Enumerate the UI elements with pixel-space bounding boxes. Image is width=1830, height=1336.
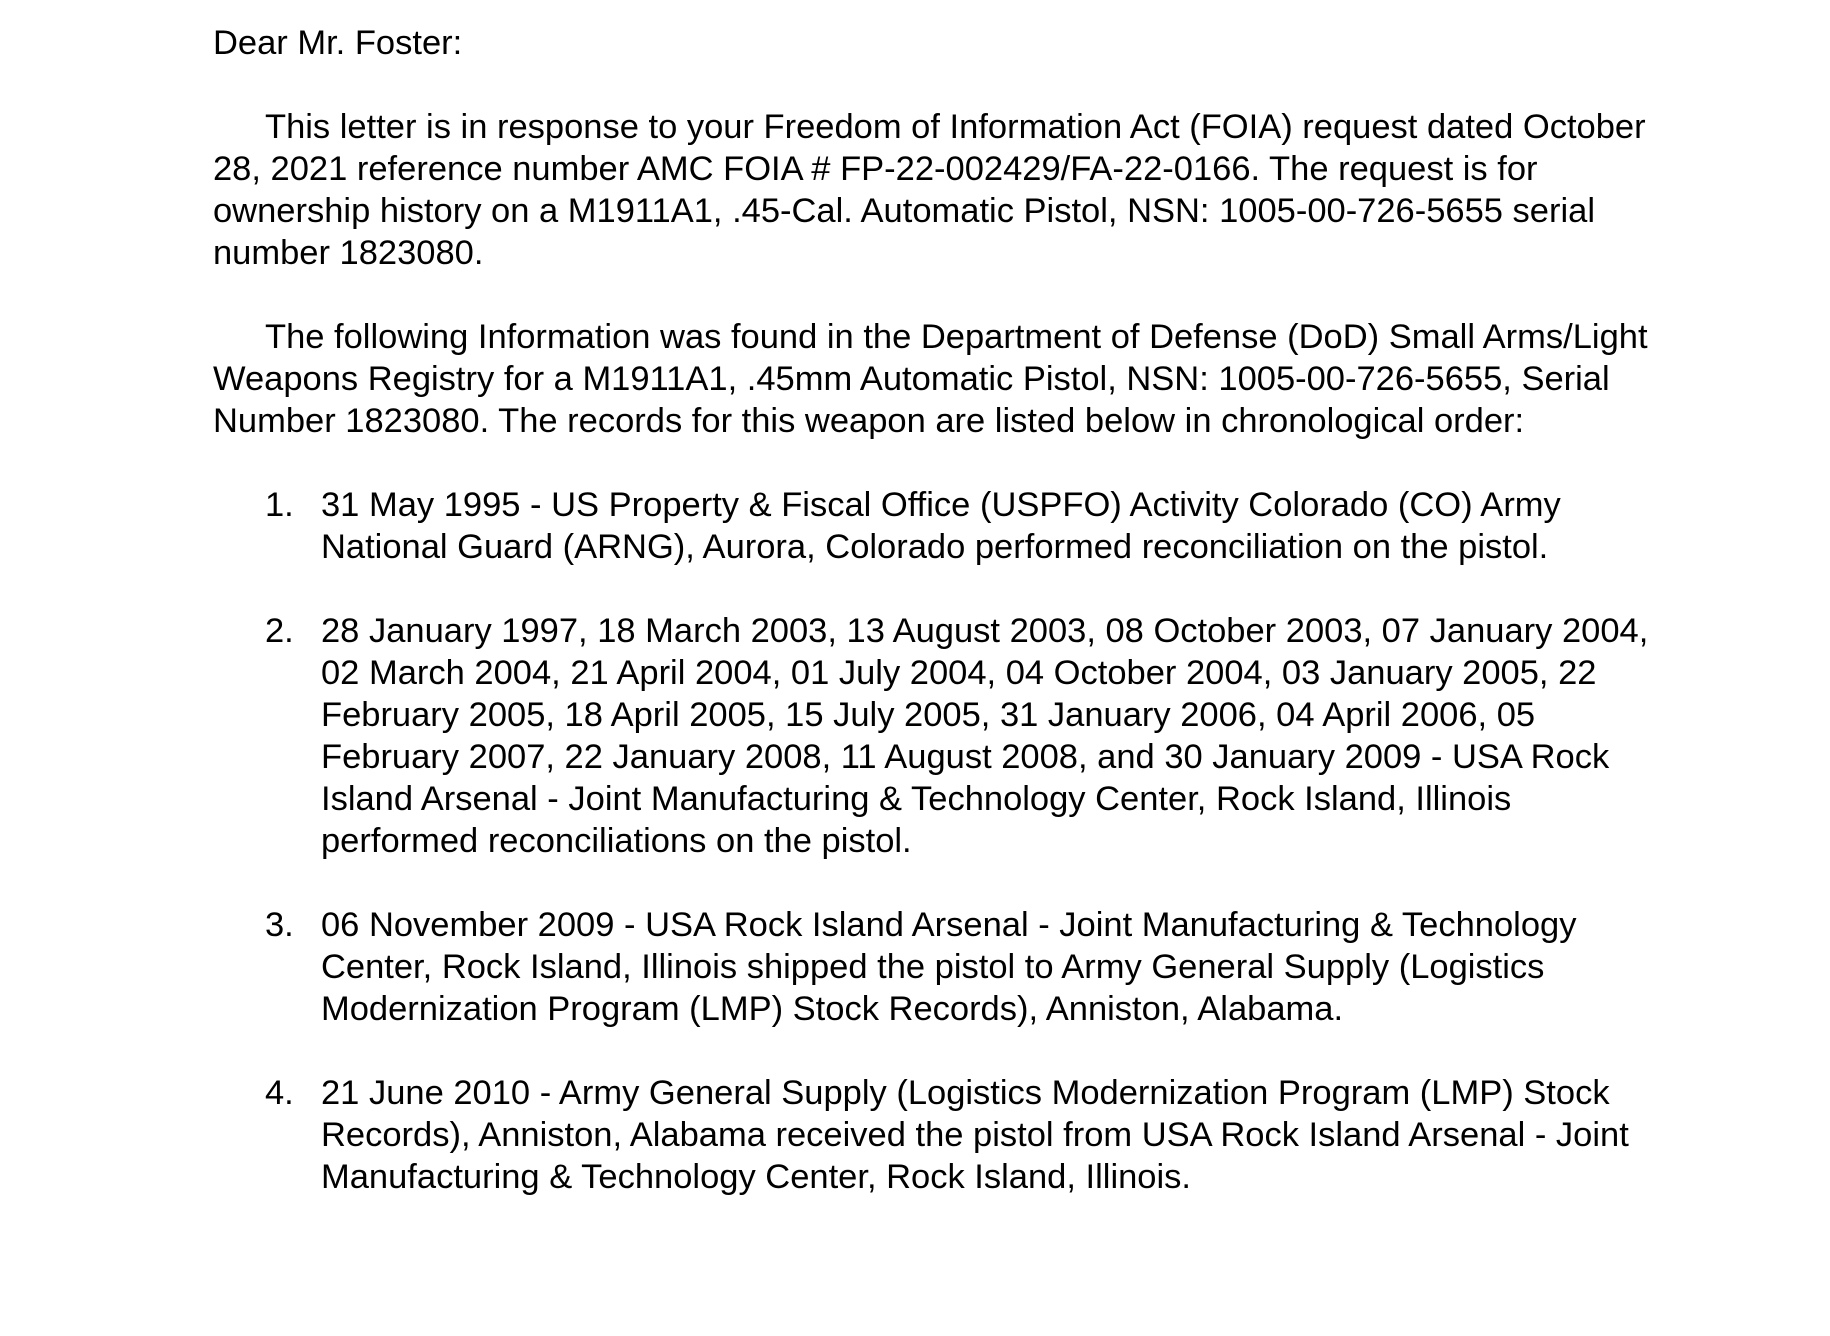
record-text: 06 November 2009 - USA Rock Island Arsenal - Joint Manufacturing & Technology Center, Rock Island, Illinois shipped the pistol to Army General Supply (Logistics Modernization Program (LMP) Stock Records), Anniston, Alabama. bbox=[321, 906, 1577, 1028]
record-item bbox=[213, 484, 1653, 568]
records-list bbox=[213, 484, 1653, 1198]
paragraph-foia-request: This letter is in response to your Freedom of Information Act (FOIA) request dated October 28, 2021 reference number AMC FOIA # FP-22-002429/FA-22-0166. The request is for ownership history on a M1911A1, .45-Cal. Automatic Pistol, NSN: 1005-00-726-5655 serial number 1823080. bbox=[213, 108, 1646, 272]
record-text: 31 May 1995 - US Property & Fiscal Office (USPFO) Activity Colorado (CO) Army National Guard (ARNG), Aurora, Colorado performed reconciliation on the pistol. bbox=[321, 486, 1561, 566]
record-number: 1. bbox=[265, 486, 294, 524]
record-text: 21 June 2010 - Army General Supply (Logistics Modernization Program (LMP) Stock Records), Anniston, Alabama received the pistol from USA Rock Island Arsenal - Joint Manufacturing & Technology Center, Rock Island, Illinois. bbox=[321, 1074, 1629, 1196]
letter-body bbox=[213, 22, 1653, 1240]
record-number: 2. bbox=[265, 612, 294, 650]
record-text: 28 January 1997, 18 March 2003, 13 August 2003, 08 October 2003, 07 January 2004, 02 March 2004, 21 April 2004, 01 July 2004, 04 October 2004, 03 January 2005, 22 February 2005, 18 April 2005, 15 July 2005, 31 January 2006, 04 April 2006, 05 February 2007, 22 January 2008, 11 August 2008, and 30 January 2009 - USA Rock Island Arsenal - Joint Manufacturing & Technology Center, Rock Island, Illinois performed reconciliations on the pistol. bbox=[321, 612, 1649, 860]
salutation: Dear Mr. Foster: bbox=[213, 24, 463, 62]
record-number: 4. bbox=[265, 1074, 294, 1112]
record-number: 3. bbox=[265, 906, 294, 944]
record-item bbox=[213, 904, 1653, 1030]
record-item bbox=[213, 610, 1653, 862]
paragraph-registry-info: The following Information was found in the Department of Defense (DoD) Small Arms/Light Weapons Registry for a M1911A1, .45mm Automatic Pistol, NSN: 1005-00-726-5655, Serial Number 1823080. The records for this weapon are listed below in chronological order: bbox=[213, 318, 1648, 440]
record-item bbox=[213, 1072, 1653, 1198]
